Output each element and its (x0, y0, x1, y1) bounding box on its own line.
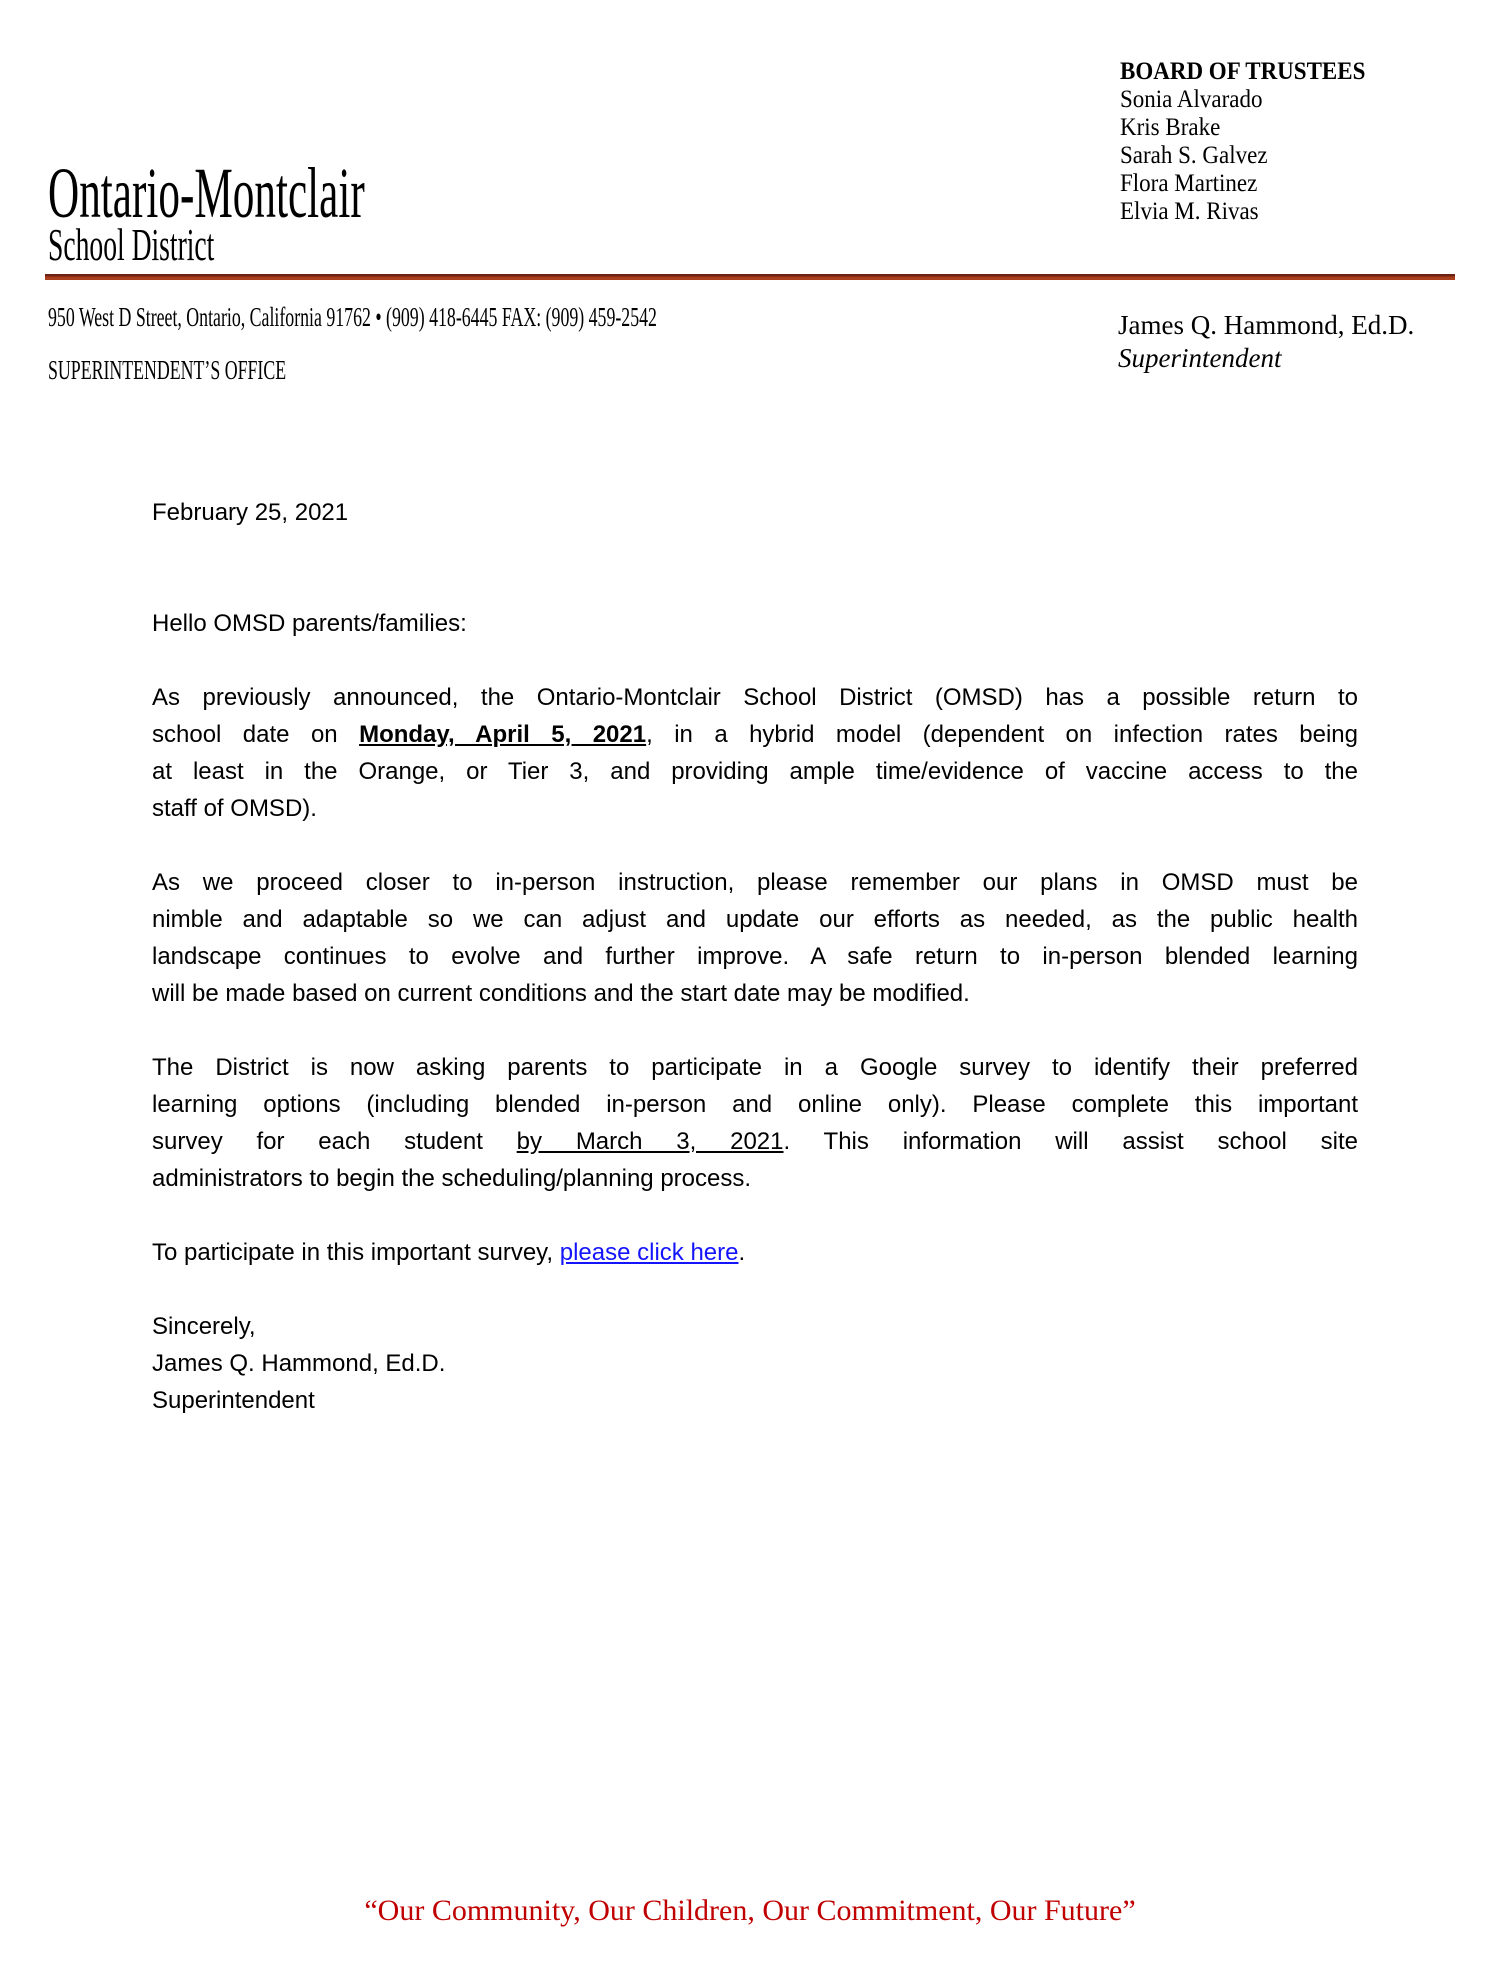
office-label: SUPERINTENDENT’S OFFICE (48, 355, 287, 385)
text-run: school date on (152, 721, 360, 748)
paragraph-line (152, 679, 1358, 716)
text-run: To participate in this important survey, (152, 1239, 560, 1266)
text-run: administrators to begin the scheduling/planning process. (152, 1165, 752, 1192)
board-member: Sarah S. Galvez (1120, 142, 1268, 169)
paragraph-line (152, 1123, 1358, 1160)
closing-line: Superintendent (152, 1387, 315, 1414)
paragraph-4 (152, 1234, 1358, 1271)
closing-line: Sincerely, (152, 1313, 256, 1340)
paragraph-line (152, 1160, 1358, 1197)
board-of-trustees (1120, 58, 1365, 226)
text-run: As previously announced, the Ontario-Montclair School District (OMSD) has a possible return to (152, 684, 1358, 711)
paragraph-line (152, 1049, 1358, 1086)
text-run: learning options (including blended in-person and online only). Please complete this important (152, 1091, 1358, 1118)
paragraph-line (152, 938, 1358, 975)
letterhead-divider (45, 274, 1455, 280)
board-member: Flora Martinez (1120, 170, 1258, 197)
closing-line: James Q. Hammond, Ed.D. (152, 1350, 446, 1377)
paragraph-2 (152, 864, 1358, 1012)
closing-block (152, 1308, 1358, 1419)
paragraph-line (152, 1234, 1358, 1271)
board-title: BOARD OF TRUSTEES (1120, 58, 1366, 85)
letter-date: February 25, 2021 (152, 499, 349, 526)
text-run: As we proceed closer to in-person instruction, please remember our plans in OMSD must be (152, 869, 1358, 896)
survey-link[interactable]: please click here (559, 1239, 739, 1266)
paragraph-line (152, 790, 1358, 827)
text-run: survey for each student (152, 1128, 517, 1155)
text-run: nimble and adaptable so we can adjust and update our efforts as needed, as the public health (152, 906, 1358, 933)
text-run: will be made based on current conditions and the start date may be modified. (152, 980, 970, 1007)
paragraph-line (152, 1086, 1358, 1123)
district-motto: “Our Community, Our Children, Our Commitment, Our Future” (364, 1894, 1136, 1927)
letter-body (152, 494, 1358, 1419)
text-run: The District is now asking parents to participate in a Google survey to identify their preferred (152, 1054, 1358, 1081)
paragraph-line (152, 753, 1358, 790)
superintendent-name: James Q. Hammond, Ed.D. (1118, 310, 1415, 340)
paragraph-line (152, 716, 1358, 753)
salutation: Hello OMSD parents/families: (152, 610, 467, 637)
paragraph-line (152, 975, 1358, 1012)
district-type: School District (48, 219, 215, 270)
district-address: 950 West D Street, Ontario, California 91762 • (909) 418-6445 FAX: (909) 459-2542 (48, 302, 657, 332)
board-member: Elvia M. Rivas (1120, 198, 1259, 225)
text-run: by March 3, 2021 (516, 1128, 784, 1155)
paragraph-line (152, 901, 1358, 938)
board-member: Kris Brake (1120, 114, 1221, 141)
paragraph-line (152, 864, 1358, 901)
paragraph-1 (152, 679, 1358, 827)
text-run: . (738, 1239, 746, 1266)
text-run: staff of OMSD). (152, 795, 317, 822)
superintendent-block (1118, 309, 1414, 375)
district-name: Ontario-Montclair (48, 153, 365, 233)
text-run: , in a hybrid model (dependent on infection rates being (646, 721, 1359, 748)
paragraph-3 (152, 1049, 1358, 1197)
text-run: Monday, April 5, 2021 (359, 721, 647, 748)
text-run: landscape continues to evolve and further improve. A safe return to in-person blended learning (152, 943, 1358, 970)
text-run: at least in the Orange, or Tier 3, and providing ample time/evidence of vaccine access to the (152, 758, 1358, 785)
superintendent-title: Superintendent (1118, 343, 1282, 373)
text-run: . This information will assist school site (783, 1128, 1359, 1155)
board-member: Sonia Alvarado (1120, 86, 1263, 113)
board-member-list (1120, 86, 1365, 226)
